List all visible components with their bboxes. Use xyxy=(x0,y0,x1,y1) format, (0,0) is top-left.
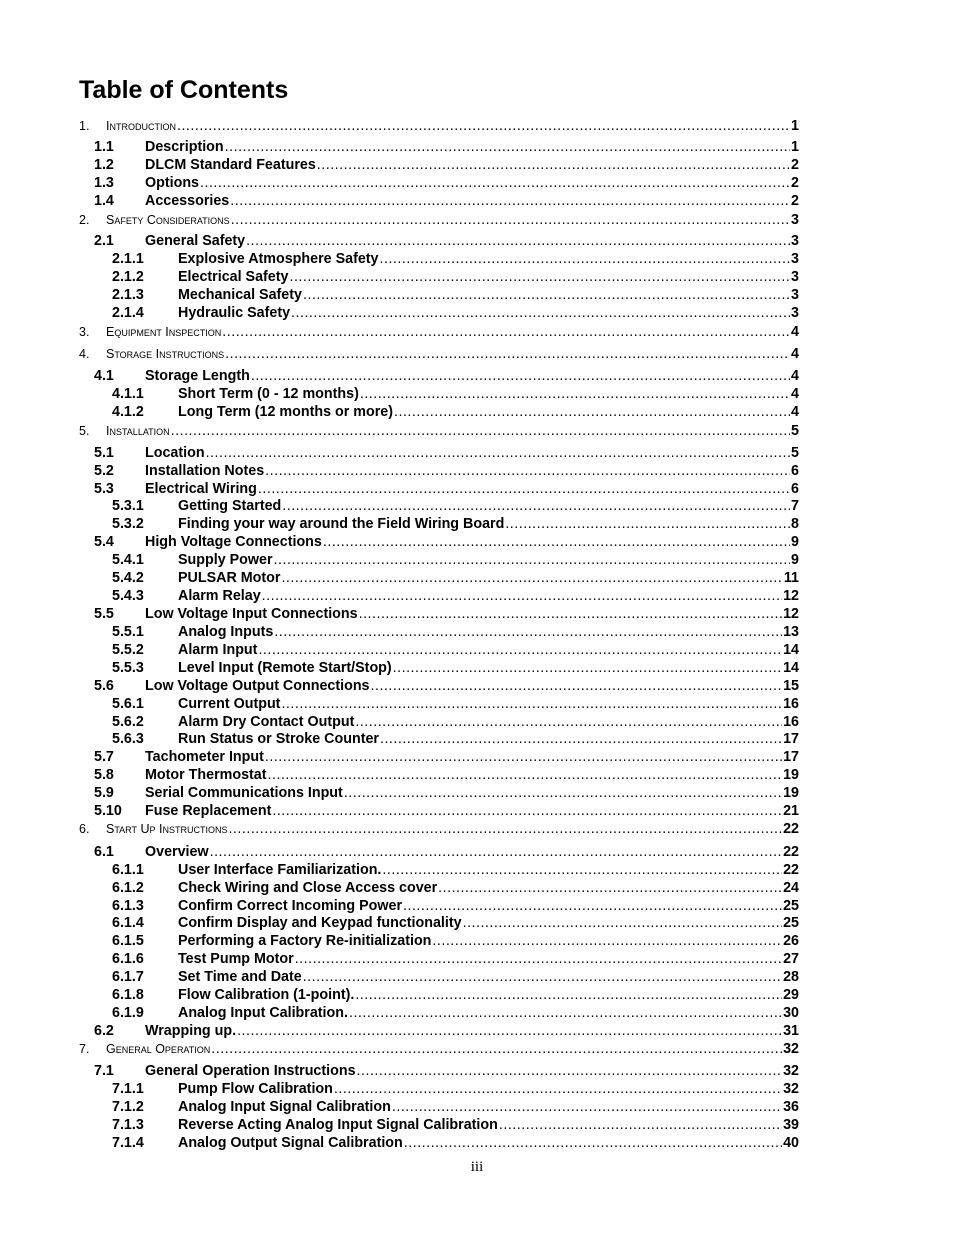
toc-dot-leader xyxy=(357,1062,783,1080)
toc-entry-number: 1.4 xyxy=(94,193,114,209)
toc-entry[interactable] xyxy=(79,211,799,229)
toc-entry-page: 1 xyxy=(791,139,799,155)
toc-entry-number: 5.5.2 xyxy=(112,642,144,658)
toc-dot-leader xyxy=(323,533,790,551)
toc-entry-title: Introduction xyxy=(106,119,176,133)
toc-entry[interactable] xyxy=(79,986,799,1004)
toc-entry-page: 27 xyxy=(783,951,799,967)
toc-entry[interactable] xyxy=(79,820,799,838)
toc-entry-number: 5.3 xyxy=(94,481,114,497)
toc-dot-leader xyxy=(291,304,790,322)
toc-entry[interactable] xyxy=(79,286,799,304)
toc-entry-title: User Interface Familiarization. xyxy=(178,862,382,878)
toc-dot-leader xyxy=(177,117,790,135)
toc-dot-leader xyxy=(303,286,790,304)
toc-entry[interactable] xyxy=(79,1098,799,1116)
toc-entry[interactable] xyxy=(79,766,799,784)
toc-entry-title: High Voltage Connections xyxy=(145,534,322,550)
toc-entry-number: 1.2 xyxy=(94,157,114,173)
toc-entry-page: 3 xyxy=(791,287,799,303)
toc-entry-page: 3 xyxy=(791,212,799,228)
toc-dot-leader xyxy=(258,641,782,659)
toc-entry-number: 5.6.1 xyxy=(112,696,144,712)
toc-dot-leader xyxy=(349,1004,782,1022)
toc-entry-number: 6.2 xyxy=(94,1023,114,1039)
toc-dot-leader xyxy=(392,1098,782,1116)
toc-entry-title: Analog Input Signal Calibration xyxy=(178,1099,391,1115)
toc-entry-number: 6. xyxy=(79,822,90,836)
toc-entry-page: 4 xyxy=(791,368,799,384)
toc-entry[interactable] xyxy=(79,587,799,605)
toc-entry-title: Finding your way around the Field Wiring Board xyxy=(178,516,505,532)
toc-entry-number: 6.1.8 xyxy=(112,987,144,1003)
toc-entry[interactable] xyxy=(79,385,799,403)
toc-entry-page: 32 xyxy=(783,1041,799,1057)
toc-entry-page: 2 xyxy=(791,193,799,209)
toc-entry-title: Description xyxy=(145,139,224,155)
toc-entry-page: 16 xyxy=(783,696,799,712)
toc-entry[interactable] xyxy=(79,497,799,515)
toc-entry[interactable] xyxy=(79,932,799,950)
toc-entry-title: Analog Inputs xyxy=(178,624,274,640)
toc-entry-number: 1. xyxy=(79,119,90,133)
toc-entry-number: 2.1.3 xyxy=(112,287,144,303)
toc-entry[interactable] xyxy=(79,1116,799,1134)
toc-dot-leader xyxy=(200,174,790,192)
toc-entry-page: 3 xyxy=(791,251,799,267)
toc-entry-page: 16 xyxy=(783,714,799,730)
toc-entry-page: 19 xyxy=(783,767,799,783)
toc-entry[interactable] xyxy=(79,551,799,569)
toc-entry-title: Pump Flow Calibration xyxy=(178,1081,333,1097)
toc-entry-page: 28 xyxy=(783,969,799,985)
toc-entry-title: Level Input (Remote Start/Stop) xyxy=(178,660,392,676)
toc-entry-title: Electrical Wiring xyxy=(145,481,257,497)
toc-dot-leader xyxy=(355,986,782,1004)
toc-entry[interactable] xyxy=(79,713,799,731)
toc-entry-number: 7.1.4 xyxy=(112,1135,144,1151)
toc-entry-page: 11 xyxy=(783,570,799,586)
toc-entry[interactable] xyxy=(79,695,799,713)
toc-entry[interactable] xyxy=(79,861,799,879)
toc-entry-title: Low Voltage Input Connections xyxy=(145,606,358,622)
toc-entry-title: Alarm Input xyxy=(178,642,258,658)
toc-entry-title: Run Status or Stroke Counter xyxy=(178,731,379,747)
toc-dot-leader xyxy=(281,569,782,587)
toc-entry[interactable] xyxy=(79,268,799,286)
toc-entry-title: Installation Notes xyxy=(145,463,265,479)
toc-entry-number: 5.2 xyxy=(94,463,114,479)
toc-entry-number: 5.9 xyxy=(94,785,114,801)
toc-entry-title: Test Pump Motor xyxy=(178,951,294,967)
toc-dot-leader xyxy=(380,250,791,268)
toc-entry-page: 29 xyxy=(783,987,799,1003)
toc-entry-title: Getting Started xyxy=(178,498,282,514)
toc-entry-title: Safety Considerations xyxy=(106,213,230,227)
toc-entry-title: Set Time and Date xyxy=(178,969,302,985)
toc-entry[interactable] xyxy=(79,748,799,766)
toc-entry-number: 5.3.2 xyxy=(112,516,144,532)
toc-dot-leader xyxy=(272,802,782,820)
toc-entry-title: Reverse Acting Analog Input Signal Calibration xyxy=(178,1117,498,1133)
toc-entry-page: 7 xyxy=(791,498,799,514)
toc-entry-page: 9 xyxy=(791,534,799,550)
toc-entry[interactable] xyxy=(79,422,799,440)
toc-dot-leader xyxy=(281,695,782,713)
toc-entry[interactable] xyxy=(79,784,799,802)
toc-dot-leader xyxy=(262,587,782,605)
toc-dot-leader xyxy=(251,367,790,385)
toc-entry-title: Explosive Atmosphere Safety xyxy=(178,251,379,267)
toc-entry[interactable] xyxy=(79,623,799,641)
toc-entry-title: Storage Length xyxy=(145,368,250,384)
toc-entry[interactable] xyxy=(79,914,799,932)
toc-dot-leader xyxy=(268,766,783,784)
toc-entry-number: 2.1.2 xyxy=(112,269,144,285)
toc-entry-page: 22 xyxy=(783,821,799,837)
toc-dot-leader xyxy=(258,480,790,498)
toc-entry-page: 36 xyxy=(783,1099,799,1115)
toc-dot-leader xyxy=(230,192,790,210)
toc-entry[interactable] xyxy=(79,515,799,533)
toc-entry-page: 1 xyxy=(791,118,799,134)
toc-entry[interactable] xyxy=(79,232,799,250)
toc-entry-page: 8 xyxy=(791,516,799,532)
toc-entry-page: 2 xyxy=(791,175,799,191)
toc-dot-leader xyxy=(432,932,782,950)
toc-entry-page: 22 xyxy=(783,844,799,860)
toc-entry-number: 6.1 xyxy=(94,844,114,860)
toc-entry[interactable] xyxy=(79,1004,799,1022)
toc-entry-title: Overview xyxy=(145,844,209,860)
toc-entry-title: Low Voltage Output Connections xyxy=(145,678,370,694)
toc-dot-leader xyxy=(360,385,790,403)
toc-entry[interactable] xyxy=(79,1134,799,1152)
toc-entry-title: Electrical Safety xyxy=(178,269,289,285)
toc-entry-number: 5.5.1 xyxy=(112,624,144,640)
toc-entry-number: 5.4.2 xyxy=(112,570,144,586)
toc-entry[interactable] xyxy=(79,897,799,915)
toc-entry-number: 5.1 xyxy=(94,445,114,461)
toc-entry-title: Flow Calibration (1-point). xyxy=(178,987,355,1003)
toc-entry-number: 6.1.3 xyxy=(112,898,144,914)
toc-dot-leader xyxy=(222,323,790,341)
toc-entry[interactable] xyxy=(79,533,799,551)
toc-entry-page: 4 xyxy=(791,346,799,362)
toc-entry-title: Analog Output Signal Calibration xyxy=(178,1135,403,1151)
toc-entry-title: Start Up Instructions xyxy=(106,822,228,836)
toc-entry-title: Alarm Relay xyxy=(178,588,261,604)
toc-entry[interactable] xyxy=(79,677,799,695)
toc-entry-title: Serial Communications Input xyxy=(145,785,343,801)
toc-entry-title: Check Wiring and Close Access cover xyxy=(178,880,438,896)
toc-entry[interactable] xyxy=(79,802,799,820)
toc-dot-leader xyxy=(231,211,790,229)
toc-entry-number: 5.5.3 xyxy=(112,660,144,676)
toc-entry-page: 6 xyxy=(791,481,799,497)
toc-entry-page: 25 xyxy=(783,898,799,914)
toc-entry[interactable] xyxy=(79,569,799,587)
toc-entry-page: 30 xyxy=(783,1005,799,1021)
toc-entry-number: 5.6.3 xyxy=(112,731,144,747)
toc-entry-page: 4 xyxy=(791,324,799,340)
toc-entry-number: 1.3 xyxy=(94,175,114,191)
toc-entry-page: 21 xyxy=(783,803,799,819)
toc-entry-number: 3. xyxy=(79,325,90,339)
toc-dot-leader xyxy=(438,879,782,897)
toc-dot-leader xyxy=(225,138,790,156)
toc-entry-page: 3 xyxy=(791,269,799,285)
toc-entry-number: 6.1.6 xyxy=(112,951,144,967)
toc-entry-number: 1.1 xyxy=(94,139,114,155)
toc-entry-page: 26 xyxy=(783,933,799,949)
toc-entry-number: 7. xyxy=(79,1042,90,1056)
toc-entry[interactable] xyxy=(79,659,799,677)
toc-entry[interactable] xyxy=(79,1040,799,1058)
toc-entry-number: 5.6.2 xyxy=(112,714,144,730)
toc-entry-page: 19 xyxy=(783,785,799,801)
toc-dot-leader xyxy=(344,784,782,802)
toc-entry-number: 5.4.1 xyxy=(112,552,144,568)
toc-dot-leader xyxy=(289,268,790,286)
toc-entry-title: Options xyxy=(145,175,200,191)
toc-entry[interactable] xyxy=(79,138,799,156)
toc-entry-page: 31 xyxy=(783,1023,799,1039)
toc-dot-leader xyxy=(380,730,782,748)
toc-entry-number: 7.1.3 xyxy=(112,1117,144,1133)
toc-entry-title: Accessories xyxy=(145,193,230,209)
toc-entry-page: 4 xyxy=(791,386,799,402)
toc-entry-number: 6.1.9 xyxy=(112,1005,144,1021)
toc-entry-page: 17 xyxy=(783,749,799,765)
toc-entry[interactable] xyxy=(79,444,799,462)
toc-entry-title: Wrapping up. xyxy=(145,1023,237,1039)
toc-entry-title: Current Output xyxy=(178,696,281,712)
toc-entry-page: 14 xyxy=(783,660,799,676)
toc-entry-title: Hydraulic Safety xyxy=(178,305,291,321)
toc-dot-leader xyxy=(463,914,783,932)
toc-entry-number: 5.4 xyxy=(94,534,114,550)
toc-entry-title: Mechanical Safety xyxy=(178,287,302,303)
toc-entry-number: 5. xyxy=(79,424,90,438)
toc-entry-number: 2.1.1 xyxy=(112,251,144,267)
toc-entry-page: 14 xyxy=(783,642,799,658)
toc-entry-title: Supply Power xyxy=(178,552,273,568)
toc-dot-leader xyxy=(404,1134,782,1152)
toc-dot-leader xyxy=(210,843,783,861)
toc-entry-number: 4.1.2 xyxy=(112,404,144,420)
toc-dot-leader xyxy=(282,497,790,515)
toc-entry[interactable] xyxy=(79,480,799,498)
toc-entry-page: 9 xyxy=(791,552,799,568)
toc-dot-leader xyxy=(334,1080,782,1098)
toc-entry-title: General Operation Instructions xyxy=(145,1063,356,1079)
toc-entry-title: General Safety xyxy=(145,233,246,249)
toc-entry-title: Storage Instructions xyxy=(106,347,225,361)
toc-entry-title: Location xyxy=(145,445,205,461)
toc-entry-number: 4. xyxy=(79,347,90,361)
toc-dot-leader xyxy=(274,551,791,569)
toc-entry-title: Performing a Factory Re-initialization xyxy=(178,933,432,949)
toc-entry-title: Alarm Dry Contact Output xyxy=(178,714,355,730)
toc-entry-title: Equipment Inspection xyxy=(106,325,222,339)
toc-entry[interactable] xyxy=(79,304,799,322)
toc-entry-title: Long Term (12 months or more) xyxy=(178,404,393,420)
toc-entry-number: 6.1.5 xyxy=(112,933,144,949)
toc-entry[interactable] xyxy=(79,345,799,363)
toc-entry-number: 2.1.4 xyxy=(112,305,144,321)
toc-entry[interactable] xyxy=(79,403,799,421)
toc-entry-page: 32 xyxy=(783,1063,799,1079)
toc-dot-leader xyxy=(171,422,790,440)
toc-entry-number: 7.1.2 xyxy=(112,1099,144,1115)
toc-entry-number: 7.1.1 xyxy=(112,1081,144,1097)
toc-entry-title: DLCM Standard Features xyxy=(145,157,316,173)
toc-entry-number: 5.6 xyxy=(94,678,114,694)
toc-dot-leader xyxy=(303,968,782,986)
toc-entry-page: 4 xyxy=(791,404,799,420)
toc-dot-leader xyxy=(394,403,790,421)
toc-dot-leader xyxy=(228,820,782,838)
toc-dot-leader xyxy=(265,748,782,766)
toc-dot-leader xyxy=(237,1022,782,1040)
toc-entry[interactable] xyxy=(79,367,799,385)
toc-entry-number: 4.1 xyxy=(94,368,114,384)
toc-entry-page: 5 xyxy=(791,445,799,461)
toc-entry-page: 22 xyxy=(783,862,799,878)
toc-entry[interactable] xyxy=(79,843,799,861)
toc-entry-title: Short Term (0 - 12 months) xyxy=(178,386,359,402)
toc-entry-page: 12 xyxy=(783,588,799,604)
toc-entry-title: Analog Input Calibration. xyxy=(178,1005,348,1021)
toc-dot-leader xyxy=(393,659,782,677)
toc-entry[interactable] xyxy=(79,1022,799,1040)
toc-entry-title: Confirm Display and Keypad functionality xyxy=(178,915,462,931)
toc-entry-number: 7.1 xyxy=(94,1063,114,1079)
toc-entry[interactable] xyxy=(79,968,799,986)
toc-dot-leader xyxy=(355,713,782,731)
toc-dot-leader xyxy=(359,605,783,623)
toc-entry-number: 6.1.2 xyxy=(112,880,144,896)
toc-entry-page: 17 xyxy=(783,731,799,747)
toc-entry[interactable] xyxy=(79,174,799,192)
toc-entry-title: PULSAR Motor xyxy=(178,570,281,586)
toc-entry-title: Tachometer Input xyxy=(145,749,264,765)
toc-entry-title: Confirm Correct Incoming Power xyxy=(178,898,403,914)
toc-entry-page: 12 xyxy=(783,606,799,622)
toc-entry-page: 3 xyxy=(791,233,799,249)
toc-entry[interactable] xyxy=(79,117,799,135)
toc-entry-number: 5.10 xyxy=(94,803,122,819)
toc-entry[interactable] xyxy=(79,156,799,174)
toc-dot-leader xyxy=(225,345,790,363)
toc-entry[interactable] xyxy=(79,730,799,748)
toc-entry-page: 5 xyxy=(791,423,799,439)
toc-entry-title: Installation xyxy=(106,424,170,438)
toc-entry-title: Fuse Replacement xyxy=(145,803,272,819)
page-number: iii xyxy=(470,1159,484,1175)
toc-entry-page: 39 xyxy=(783,1117,799,1133)
toc-entry[interactable] xyxy=(79,192,799,210)
toc-dot-leader xyxy=(211,1040,782,1058)
toc-dot-leader xyxy=(265,462,790,480)
toc-dot-leader xyxy=(505,515,790,533)
toc-entry-title: General Operation xyxy=(106,1042,211,1056)
toc-dot-leader xyxy=(206,444,790,462)
toc-entry-number: 6.1.1 xyxy=(112,862,144,878)
toc-entry-number: 5.5 xyxy=(94,606,114,622)
toc-dot-leader xyxy=(371,677,783,695)
toc-dot-leader xyxy=(382,861,782,879)
toc-entry-number: 2. xyxy=(79,213,90,227)
toc-entry-title: Motor Thermostat xyxy=(145,767,267,783)
toc-entry[interactable] xyxy=(79,641,799,659)
page-title: Table of Contents xyxy=(79,76,289,104)
toc-entry-number: 5.7 xyxy=(94,749,114,765)
toc-entry-number: 5.8 xyxy=(94,767,114,783)
toc-entry[interactable] xyxy=(79,879,799,897)
toc-entry[interactable] xyxy=(79,250,799,268)
toc-entry-number: 4.1.1 xyxy=(112,386,144,402)
toc-entry[interactable] xyxy=(79,1080,799,1098)
toc-entry-page: 13 xyxy=(783,624,799,640)
toc-entry[interactable] xyxy=(79,323,799,341)
toc-dot-leader xyxy=(403,897,782,915)
toc-entry-number: 6.1.4 xyxy=(112,915,144,931)
toc-entry-page: 24 xyxy=(783,880,799,896)
toc-dot-leader xyxy=(246,232,790,250)
toc-entry-page: 6 xyxy=(791,463,799,479)
toc-dot-leader xyxy=(317,156,790,174)
toc-entry-number: 6.1.7 xyxy=(112,969,144,985)
toc-entry-page: 3 xyxy=(791,305,799,321)
toc-entry-page: 2 xyxy=(791,157,799,173)
toc-entry[interactable] xyxy=(79,1062,799,1080)
toc-entry-number: 5.3.1 xyxy=(112,498,144,514)
toc-entry[interactable] xyxy=(79,950,799,968)
toc-dot-leader xyxy=(274,623,782,641)
toc-entry[interactable] xyxy=(79,605,799,623)
toc-entry-page: 40 xyxy=(783,1135,799,1151)
toc-dot-leader xyxy=(295,950,782,968)
toc-dot-leader xyxy=(499,1116,782,1134)
toc-entry-page: 25 xyxy=(783,915,799,931)
toc-entry-number: 5.4.3 xyxy=(112,588,144,604)
toc-entry[interactable] xyxy=(79,462,799,480)
toc-entry-number: 2.1 xyxy=(94,233,114,249)
toc-entry-page: 32 xyxy=(783,1081,799,1097)
toc-entry-page: 15 xyxy=(783,678,799,694)
